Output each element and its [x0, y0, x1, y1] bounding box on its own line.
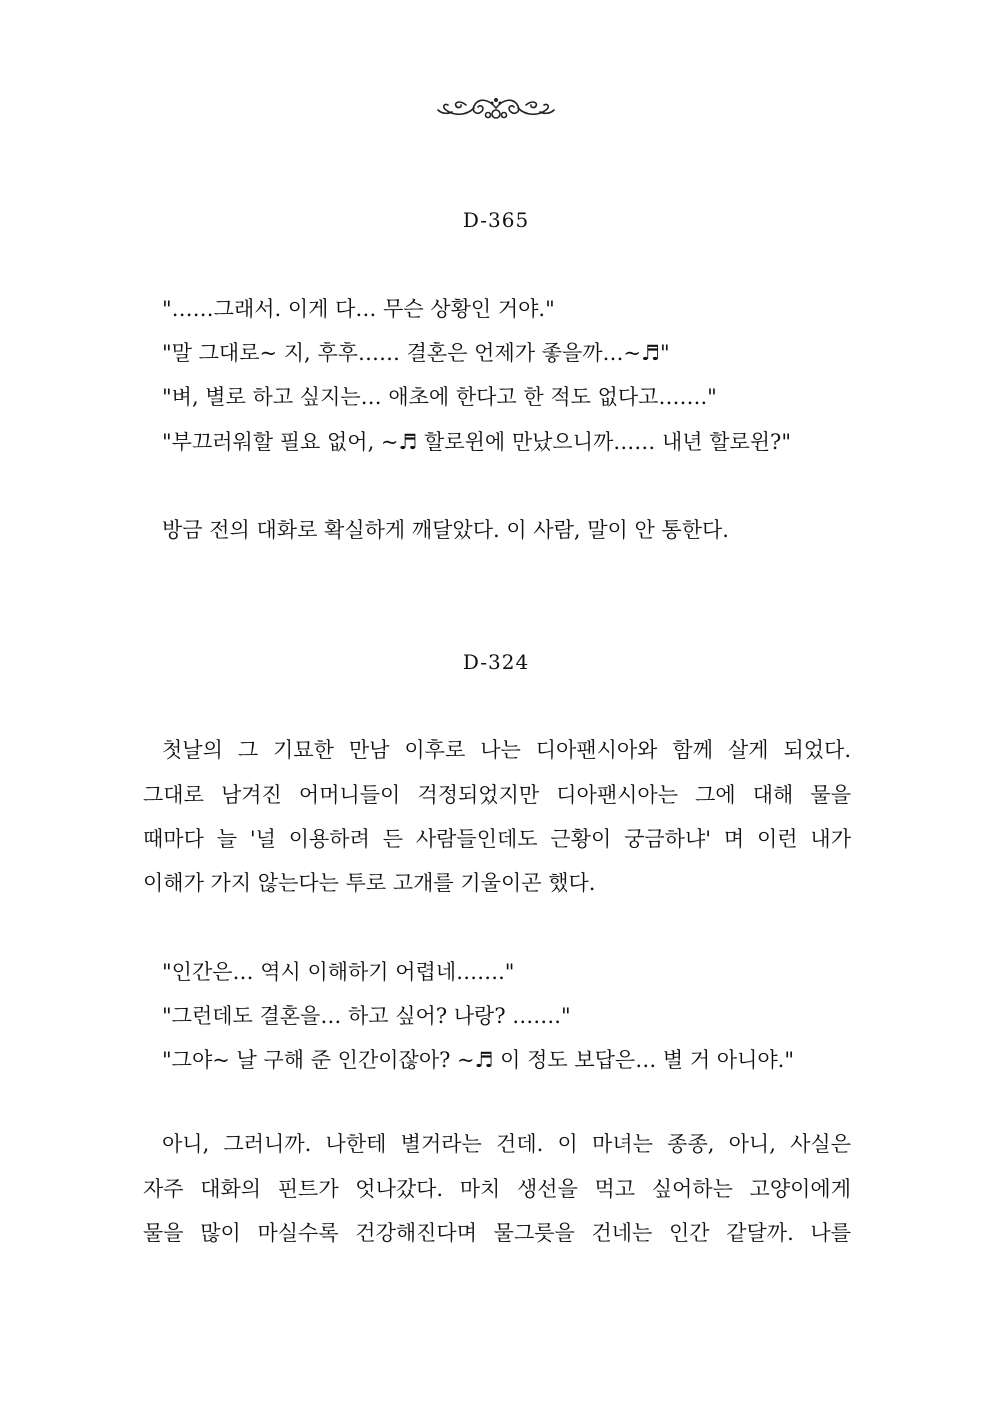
section-heading: D-324 — [462, 650, 530, 674]
paragraph-line: 첫날의 그 기묘한 만남 이후로 나는 디아팬시아와 함께 살게 되었다. — [162, 738, 851, 762]
dialogue-line: "부끄러워할 필요 없어, ~♬ 할로윈에 만났으니까…… 내년 할로윈?" — [162, 430, 791, 454]
dialogue-line: "말 그대로~ 지, 후후…… 결혼은 언제가 좋을까…~♬" — [162, 341, 670, 365]
paragraph-line: 자주 대화의 핀트가 엇나갔다. 마치 생선을 먹고 싶어하는 고양이에게 — [143, 1177, 851, 1201]
section-heading: D-365 — [462, 208, 530, 232]
paragraph-line: 이해가 가지 않는다는 투로 고개를 기울이곤 했다. — [143, 871, 596, 895]
paragraph-line: 때마다 늘 '널 이용하려 든 사람들인데도 근황이 궁금하냐' 며 이런 내가 — [143, 827, 851, 851]
dialogue-line: "벼, 별로 하고 싶지는… 애초에 한다고 한 적도 없다고……." — [162, 385, 717, 409]
flourish-divider-icon — [436, 86, 556, 130]
narration-line: 방금 전의 대화로 확실하게 깨달았다. 이 사람, 말이 안 통한다. — [162, 518, 729, 542]
paragraph-line: 아니, 그러니까. 나한테 별거라는 건데. 이 마녀는 종종, 아니, 사실은 — [162, 1132, 851, 1156]
dialogue-line: "인간은… 역시 이해하기 어렵네……." — [162, 960, 515, 984]
dialogue-line: "……그래서. 이게 다… 무슨 상황인 거야." — [162, 297, 555, 321]
dialogue-line: "그런데도 결혼을… 하고 싶어? 나랑? ……." — [162, 1004, 571, 1028]
dialogue-line: "그야~ 날 구해 준 인간이잖아? ~♬ 이 정도 보답은… 별 거 아니야." — [162, 1048, 794, 1072]
paragraph-line: 물을 많이 마실수록 건강해진다며 물그릇을 건네는 인간 같달까. 나를 — [143, 1221, 851, 1245]
paragraph-line: 그대로 남겨진 어머니들이 걱정되었지만 디아팬시아는 그에 대해 물을 — [143, 783, 851, 807]
